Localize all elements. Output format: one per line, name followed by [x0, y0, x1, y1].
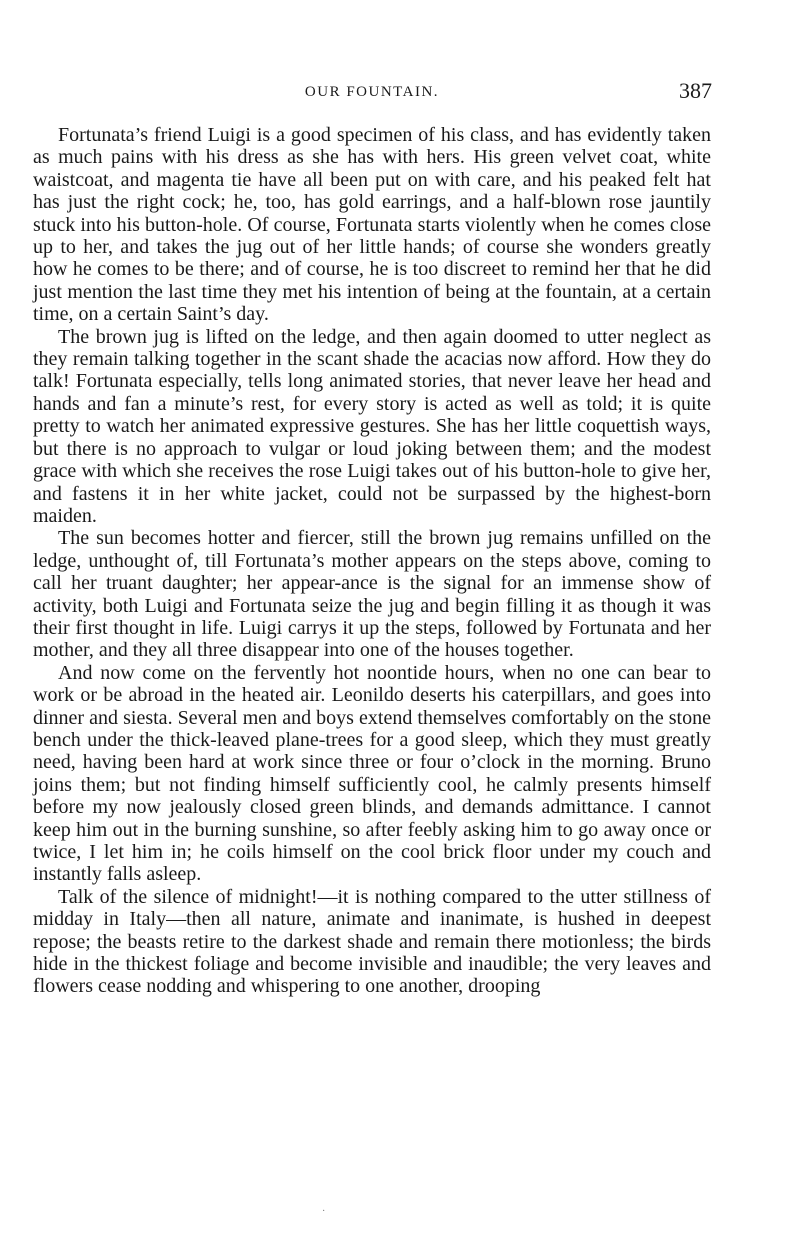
running-head — [32, 78, 712, 108]
paragraph: Fortunata’s friend Luigi is a good specimen of his class, and has evidently taken as much pains with his dress as she has with hers. His green velvet coat, white waistcoat, and magenta tie have all been put on with care, and his peaked felt hat has just the right cock; he, too, has gold earrings, and a half-blown rose jauntily stuck into his button-hole. Of course, Fortunata starts violently when he comes close up to her, and takes the jug out of her little hands; of course she wonders greatly how he comes to be there; and of course, he is too discreet to remind her that he did just mention the last time they met his intention of being at the fountain, at a certain time, on a certain Saint’s day. — [33, 124, 711, 326]
page-number: 387 — [679, 78, 712, 103]
paragraph: The sun becomes hotter and fiercer, still the brown jug remains unfilled on the ledge, unthought of, till Fortunata’s mother appears on the steps above, coming to call her truant daughter; her appear-ance is the signal for an immense show of activity, both Luigi and Fortunata seize the jug and begin filling it as though it was their first thought in life. Luigi carrys it up the steps, followed by Fortunata and her mother, and they all three disappear into one of the houses together. — [33, 527, 711, 662]
paragraph: Talk of the silence of midnight!—it is nothing compared to the utter stillness of midday in Italy—then all nature, animate and inanimate, is hushed in deepest repose; the beasts retire to the darkest shade and remain there motionless; the birds hide in the thickest foliage and become invisible and inaudible; the very leaves and flowers cease nodding and whispering to one another, drooping — [33, 885, 711, 998]
body-text — [33, 124, 711, 998]
paragraph: The brown jug is lifted on the ledge, and then again doomed to utter neglect as they remain talking together in the scant shade the acacias now afford. How they do talk! Fortunata especially, tells long animated stories, that never leave her head and hands and fan a minute’s rest, for every story is acted as well as told; it is quite pretty to watch her animated expressive gestures. She has her little coquettish ways, but there is no approach to vulgar or loud joking between them; and the modest grace with which she receives the rose Luigi takes out of his button-hole to give her, and fastens it in her white jacket, could not be surpassed by the highest-born maiden. — [33, 325, 711, 527]
running-title: OUR FOUNTAIN. — [304, 84, 440, 100]
paragraph: And now come on the fervently hot noontide hours, when no one can bear to work or be abroad in the heated air. Leonildo deserts his caterpillars, and goes into dinner and siesta. Several men and boys extend themselves comfortably on the stone bench under the thick-leaved plane-trees for a good sleep, which they must greatly need, having been hard at work since three or four o’clock in the morning. Bruno joins them; but not finding himself sufficiently cool, he calmly presents himself before my now jealously closed green blinds, and demands admittance. I cannot keep him out in the burning sunshine, so after feebly asking him to go away once or twice, I let him in; he coils himself on the cool brick floor under my couch and instantly falls asleep. — [33, 661, 711, 886]
print-speck: · — [322, 1206, 326, 1217]
